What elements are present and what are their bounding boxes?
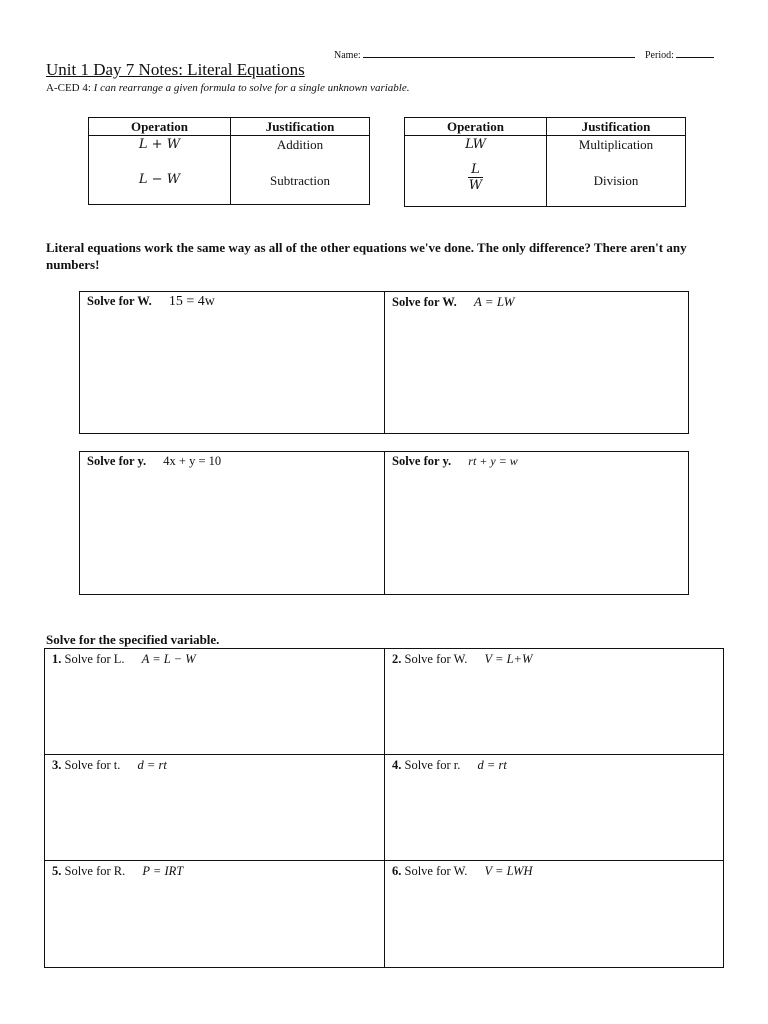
practice-label [392,758,507,773]
problem-prompt: Solve for r. [404,758,461,772]
practice-cell-1[interactable] [45,649,385,755]
problem-equation: V = LWH [484,864,533,878]
example-prompt: Solve for W. [87,294,152,308]
justification-subtraction: Subtraction [270,173,330,188]
justification-addition: Addition [276,137,324,152]
example-label [392,294,514,310]
operation-addition: L + W [138,137,181,152]
example-label [87,454,221,469]
operation-cell [89,136,231,205]
example-cell-4[interactable] [385,452,689,594]
operation-cell [405,136,547,207]
operation-multiplication: LW [465,137,486,152]
page-title: Unit 1 Day 7 Notes: Literal Equations [46,60,305,79]
problem-prompt: Solve for t. [64,758,121,772]
practice-grid [44,648,724,968]
example-prompt: Solve for W. [392,295,457,309]
operations-table-1 [88,117,370,205]
justification-cell [547,136,686,207]
fraction-numerator: L [468,163,483,178]
problem-number: 1. [52,652,62,666]
problem-equation: V = L+W [484,652,533,666]
practice-label [52,652,196,667]
problem-prompt: Solve for W. [404,864,468,878]
practice-cell-4[interactable] [385,755,723,861]
practice-label [392,864,533,879]
example-prompt: Solve for y. [87,454,147,468]
example-box-1 [79,291,689,434]
problem-equation: d = rt [477,758,507,772]
practice-label [52,758,167,773]
problem-number: 6. [392,864,402,878]
practice-cell-6[interactable] [385,861,723,967]
practice-cell-2[interactable] [385,649,723,755]
example-cell-3[interactable] [80,452,385,594]
operation-subtraction: L − W [138,172,181,187]
problem-prompt: Solve for R. [64,864,126,878]
example-prompt: Solve for y. [392,454,452,468]
name-blank[interactable] [363,47,635,58]
table-header: Justification [231,118,370,136]
period-field[interactable] [645,47,714,61]
standard-code: A-CED 4: [46,82,91,94]
practice-label [52,864,183,879]
example-cell-1[interactable] [80,292,385,433]
justification-multiplication: Multiplication [578,137,654,152]
problem-prompt: Solve for W. [404,652,468,666]
table-header: Operation [405,118,547,136]
example-equation: 4x + y = 10 [163,454,222,468]
practice-label [392,652,532,667]
example-cell-2[interactable] [385,292,689,433]
table-header: Operation [89,118,231,136]
problem-number: 3. [52,758,62,772]
example-box-2 [79,451,689,595]
problem-equation: d = rt [137,758,167,772]
period-label: Period: [645,50,674,61]
name-label: Name: [334,50,361,61]
justification-cell [231,136,370,205]
operations-table-2 [404,117,686,207]
example-equation: rt + y = w [468,454,518,468]
example-equation: 15 = 4w [168,294,215,309]
problem-equation: P = IRT [142,864,184,878]
name-field[interactable] [334,47,635,61]
operation-division [468,163,483,192]
standard-statement: I can rearrange a given formula to solve for a single unknown variable. [93,82,410,94]
intro-text: Literal equations work the same way as all of the other equations we've done. The only difference? There aren't any numbers! [46,240,687,272]
problem-number: 2. [392,652,402,666]
learning-standard [46,82,409,94]
example-label [392,454,518,469]
problem-number: 4. [392,758,402,772]
problem-number: 5. [52,864,62,878]
practice-cell-3[interactable] [45,755,385,861]
practice-heading: Solve for the specified variable. [46,632,220,647]
practice-cell-5[interactable] [45,861,385,967]
problem-prompt: Solve for L. [64,652,125,666]
period-blank[interactable] [676,47,714,58]
problem-equation: A = L − W [141,652,196,666]
table-header: Justification [547,118,686,136]
example-equation: A = LW [473,294,515,309]
example-label [87,294,215,310]
fraction-denominator: W [468,178,483,193]
justification-division: Division [593,173,639,188]
